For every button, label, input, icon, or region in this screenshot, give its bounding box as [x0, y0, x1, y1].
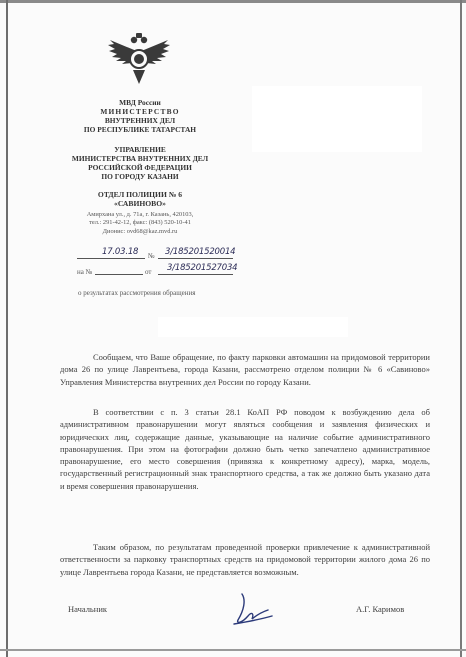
signatory-position: Начальник — [68, 604, 108, 614]
address-line: Дионис: ovd68@kaz.mvd.ru — [102, 227, 178, 235]
from-label: от — [145, 268, 152, 276]
org-line: РОССИЙСКОЙ ФЕДЕРАЦИИ — [88, 163, 192, 172]
org-line: ВНУТРЕННИХ ДЕЛ — [104, 116, 176, 125]
scan-edge-top — [0, 0, 466, 3]
org-address — [60, 211, 220, 236]
org-block-department — [60, 145, 220, 181]
handwritten-signature — [228, 590, 276, 630]
incoming-number-underline — [158, 274, 233, 275]
org-line: ПО РЕСПУБЛИКЕ ТАТАРСТАН — [83, 125, 197, 134]
mvd-emblem-icon — [106, 30, 172, 86]
handwritten-incoming-number: 3/185201527034 — [167, 263, 238, 273]
scan-edge-right — [460, 0, 462, 657]
org-line: ОТДЕЛ ПОЛИЦИИ № 6 — [97, 190, 183, 199]
org-line: МВД России — [119, 98, 161, 107]
paragraph-2: В соответствии с п. 3 статьи 28.1 КоАП РФ поводом к возбуждению дела об административном правонарушении могут являться сообщения и заявления физических и юридических лиц, содержащие данные, указывающие на наличие событие административного правонарушения. При этом на фотографии должно быть четко запечатлено административное правонарушение, его место совершения (привязка к конкретному адресу), марка, модель, государственный регистрационный знак транспортного средства, а так же должно быть указано дата и время совершения правонарушения. — [60, 407, 430, 491]
incoming-underline — [95, 274, 143, 275]
address-line: Амирхана ул., д. 71а, г. Казань, 420103, — [86, 211, 194, 218]
org-line: ПО ГОРОДУ КАЗАНИ — [101, 172, 179, 181]
org-block-police-unit — [60, 190, 220, 208]
redacted-addressee-name — [158, 317, 348, 337]
org-line: МИНИСТЕРСТВО — [100, 107, 180, 116]
org-line: МИНИСТЕРСТВА ВНУТРЕННИХ ДЕЛ — [71, 154, 209, 163]
subject-line: о результатах рассмотрения обращения — [78, 289, 196, 297]
redacted-recipient-block — [252, 86, 422, 152]
org-line: УПРАВЛЕНИЕ — [114, 145, 166, 154]
number-label: № — [148, 252, 155, 260]
address-line: тел.: 291-42-12, факс: (843) 520-10-41 — [89, 219, 191, 227]
paragraph-1: Сообщаем, что Ваше обращение, по факту парковки автомашин на придомовой территории дома 26 по улице Лаврентьева, города Казани, рассмотрено отделом полиции № 6 «Савиново» Управления Министерства внутренних дел России по городу Казани. — [60, 352, 430, 387]
number-underline — [158, 258, 233, 259]
org-block-ministry — [60, 98, 220, 134]
org-line: «САВИНОВО» — [114, 199, 166, 208]
paragraph-3: Таким образом, по результатам проведенной проверки привлечение к административной ответственности за парковку транспортных средств на придомовой территории жилого дома 26 по улице Лаврентьева города Казани, не представляется возможным. — [60, 542, 430, 577]
signatory-name: А.Г. Каримов — [356, 604, 405, 614]
scan-edge-left — [6, 0, 8, 657]
handwritten-outgoing-number: 3/185201520014 — [165, 247, 236, 257]
handwritten-date: 17.03.18 — [102, 247, 139, 257]
incoming-label: на № — [77, 268, 93, 276]
scan-edge-bottom — [0, 649, 466, 651]
date-underline — [77, 258, 145, 259]
